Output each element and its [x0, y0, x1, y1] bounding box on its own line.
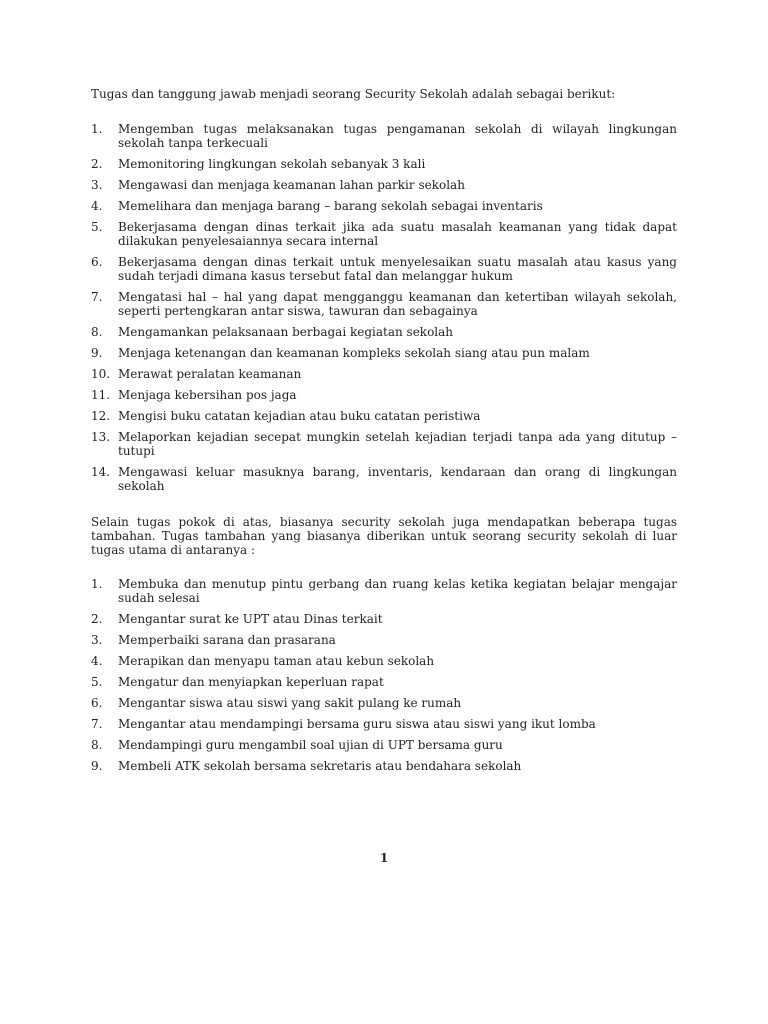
list-item [91, 367, 677, 381]
list-item-number: 8. [91, 738, 103, 752]
list-item [91, 178, 677, 192]
list-item-text: Membuka dan menutup pintu gerbang dan ruang kelas ketika kegiatan belajar mengajar sudah selesai [118, 577, 677, 605]
list-item [91, 675, 677, 689]
list-item-number: 1. [91, 577, 103, 591]
list-item [91, 346, 677, 360]
list-item [91, 633, 677, 647]
list-item [91, 612, 677, 626]
list-item-text: Memonitoring lingkungan sekolah sebanyak 3 kali [118, 157, 426, 171]
list-item-number: 10. [91, 367, 111, 381]
list-item-number: 5. [91, 220, 103, 234]
list-item [91, 409, 677, 423]
list-item-number: 8. [91, 325, 103, 339]
list-item-text: Menjaga ketenangan dan keamanan kompleks sekolah siang atau pun malam [118, 346, 590, 360]
list-item [91, 759, 677, 773]
list-item-text: Membeli ATK sekolah bersama sekretaris atau bendahara sekolah [118, 759, 522, 773]
list-item-text: Mengawasi dan menjaga keamanan lahan parkir sekolah [118, 178, 465, 192]
list-item [91, 157, 677, 171]
list-item [91, 220, 677, 248]
list-item-number: 6. [91, 696, 103, 710]
list-item-text: Mengamankan pelaksanaan berbagai kegiatan sekolah [118, 325, 454, 339]
list-item-number: 13. [91, 430, 111, 444]
main-duties-list [91, 122, 677, 493]
list-item [91, 122, 677, 150]
list-item-number: 5. [91, 675, 103, 689]
list-item [91, 199, 677, 213]
list-item-number: 12. [91, 409, 111, 423]
list-item [91, 430, 677, 458]
list-item-text: Memelihara dan menjaga barang – barang sekolah sebagai inventaris [118, 199, 543, 213]
list-item-number: 4. [91, 199, 103, 213]
list-item [91, 290, 677, 318]
list-item-number: 9. [91, 759, 103, 773]
additional-duties-paragraph: Selain tugas pokok di atas, biasanya security sekolah juga mendapatkan beberapa tugas tambahan. Tugas tambahan yang biasanya diberikan untuk seorang security sekolah di luar tugas utama di antaranya : [91, 515, 677, 557]
list-item-text: Mengawasi keluar masuknya barang, inventaris, kendaraan dan orang di lingkungan sekolah [118, 465, 677, 493]
list-item-number: 3. [91, 633, 103, 647]
list-item-number: 3. [91, 178, 103, 192]
list-item-text: Melaporkan kejadian secepat mungkin setelah kejadian terjadi tanpa ada yang ditutup – tutupi [118, 430, 677, 458]
list-item-text: Mengatur dan menyiapkan keperluan rapat [118, 675, 384, 689]
list-item-text: Mengemban tugas melaksanakan tugas pengamanan sekolah di wilayah lingkungan sekolah tanpa terkecuali [118, 122, 677, 150]
list-item-text: Mengantar atau mendampingi bersama guru siswa atau siswi yang ikut lomba [118, 717, 596, 731]
list-item-text: Merapikan dan menyapu taman atau kebun sekolah [118, 654, 435, 668]
list-item-number: 1. [91, 122, 103, 136]
intro-text: Tugas dan tanggung jawab menjadi seorang Security Sekolah adalah sebagai berikut: [91, 87, 616, 101]
list-item [91, 738, 677, 752]
list-item [91, 255, 677, 283]
list-item-number: 14. [91, 465, 111, 479]
list-item-number: 9. [91, 346, 103, 360]
list-item-number: 7. [91, 717, 103, 731]
additional-duties-list [91, 577, 677, 773]
list-item [91, 388, 677, 402]
list-item-text: Memperbaiki sarana dan prasarana [118, 633, 336, 647]
list-item [91, 654, 677, 668]
list-item [91, 577, 677, 605]
list-item-number: 4. [91, 654, 103, 668]
list-item-text: Bekerjasama dengan dinas terkait untuk menyelesaikan suatu masalah atau kasus yang sudah terjadi dimana kasus tersebut fatal dan melanggar hukum [118, 255, 677, 283]
list-item-number: 7. [91, 290, 103, 304]
list-item-text: Mengisi buku catatan kejadian atau buku catatan peristiwa [118, 409, 481, 423]
list-item [91, 717, 677, 731]
list-item-number: 2. [91, 612, 103, 626]
list-item-text: Mengantar surat ke UPT atau Dinas terkait [118, 612, 383, 626]
list-item-text: Bekerjasama dengan dinas terkait jika ada suatu masalah keamanan yang tidak dapat dilakukan penyelesaiannya secara internal [118, 220, 677, 248]
list-item-number: 11. [91, 388, 111, 402]
list-item [91, 325, 677, 339]
list-item-text: Mengatasi hal – hal yang dapat mengganggu keamanan dan ketertiban wilayah sekolah, seperti pertengkaran antar siswa, tawuran dan sebagainya [118, 290, 677, 318]
list-item-number: 6. [91, 255, 103, 269]
list-item-text: Mengantar siswa atau siswi yang sakit pulang ke rumah [118, 696, 462, 710]
list-item [91, 465, 677, 493]
list-item-text: Merawat peralatan keamanan [118, 367, 302, 381]
list-item-number: 2. [91, 157, 103, 171]
list-item-text: Mendampingi guru mengambil soal ujian di UPT bersama guru [118, 738, 503, 752]
list-item-text: Menjaga kebersihan pos jaga [118, 388, 297, 402]
list-item [91, 696, 677, 710]
page-number: 1 [379, 851, 389, 865]
